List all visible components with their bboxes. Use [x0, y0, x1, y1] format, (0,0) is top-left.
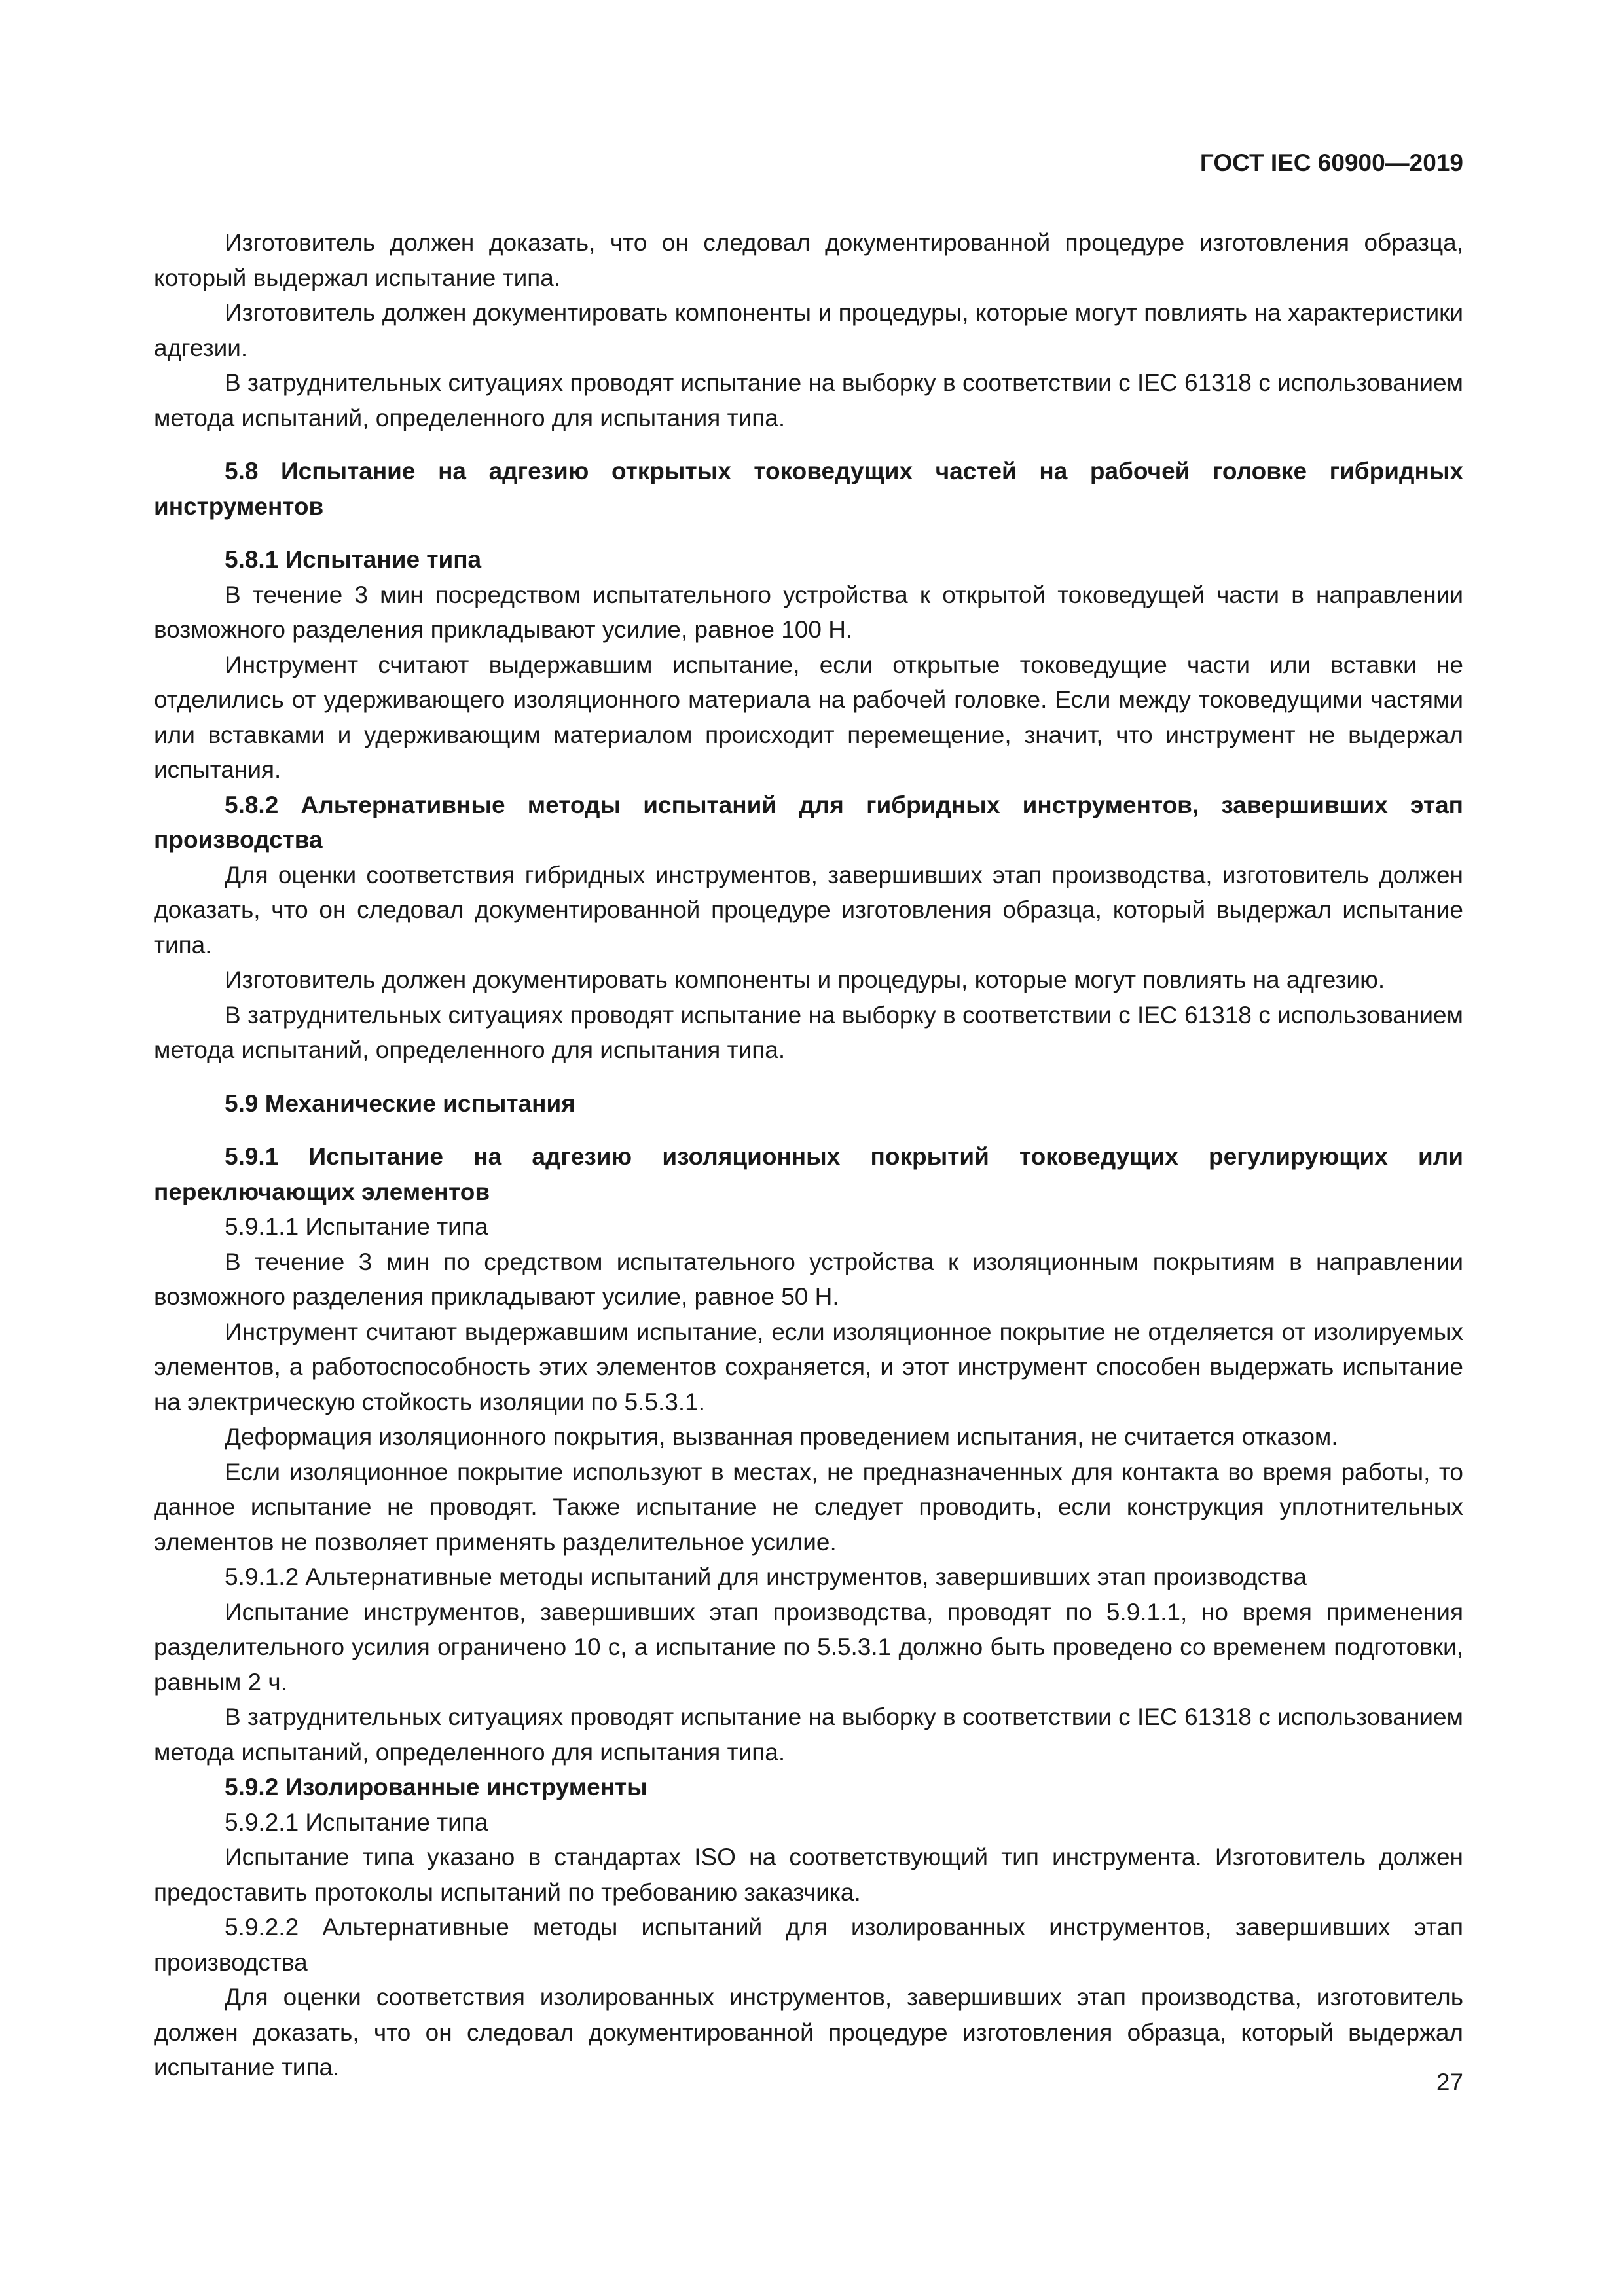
- paragraph: Инструмент считают выдержавшим испытание, если изоляционное покрытие не отделяется от изолируемых элементов, а работоспособность этих элементов сохраняется, и этот инструмент способен выдержать испытание на электрическую стойкость изоляции по 5.5.3.1.: [154, 1318, 1463, 1415]
- clause-heading-5-9-1-2: 5.9.1.2 Альтернативные методы испытаний для инструментов, завершивших этап производства: [225, 1563, 1307, 1590]
- page-number: 27: [1436, 2069, 1463, 2096]
- paragraph: В течение 3 мин по средством испытательного устройства к изоляционным покрытиям в направлении возможного разделения прикладывают усилие, равное 50 Н.: [154, 1248, 1463, 1310]
- clause-heading-5-9-1-1: 5.9.1.1 Испытание типа: [225, 1213, 488, 1240]
- paragraph: Для оценки соответствия изолированных инструментов, завершивших этап производства, изготовитель должен доказать, что он следовал документированной процедуре изготовления образца, который выдержал испытание типа.: [154, 1984, 1463, 2081]
- paragraph: Для оценки соответствия гибридных инструментов, завершивших этап производства, изготовитель должен доказать, что он следовал документированной процедуре изготовления образца, который выдержал испытание типа.: [154, 861, 1463, 958]
- paragraph: В затруднительных ситуациях проводят испытание на выборку в соответствии с IEC 61318 с использованием метода испытаний, определенного для испытания типа.: [154, 1001, 1463, 1063]
- subsection-heading-5-8-2: 5.8.2 Альтернативные методы испытаний для гибридных инструментов, завершивших этап производства: [154, 791, 1463, 853]
- paragraph: Если изоляционное покрытие используют в местах, не предназначенных для контакта во время работы, то данное испытание не проводят. Также испытание не следует проводить, если конструкция уплотнительных элементов не позволяет применять разделительное усилие.: [154, 1458, 1463, 1556]
- paragraph: В затруднительных ситуациях проводят испытание на выборку в соответствии с IEC 61318 с использованием метода испытаний, определенного для испытания типа.: [154, 369, 1463, 431]
- paragraph: Деформация изоляционного покрытия, вызванная проведением испытания, не считается отказом.: [225, 1423, 1338, 1450]
- document-page: [154, 0, 1463, 2296]
- document-body: [154, 225, 1463, 2085]
- paragraph: Изготовитель должен доказать, что он следовал документированной процедуре изготовления образца, который выдержал испытание типа.: [154, 229, 1463, 291]
- subsection-heading-5-9-2: 5.9.2 Изолированные инструменты: [225, 1774, 647, 1800]
- subsection-heading-5-8-1: 5.8.1 Испытание типа: [225, 546, 482, 573]
- paragraph: В затруднительных ситуациях проводят испытание на выборку в соответствии с IEC 61318 с использованием метода испытаний, определенного для испытания типа.: [154, 1704, 1463, 1766]
- paragraph: В течение 3 мин посредством испытательного устройства к открытой токоведущей части в направлении возможного разделения прикладывают усилие, равное 100 Н.: [154, 581, 1463, 643]
- paragraph: Инструмент считают выдержавшим испытание, если открытые токоведущие части или вставки не отделились от удерживающего изоляционного материала на рабочей головке. Если между токоведущими частями или вставками и удерживающим материалом происходит перемещение, значит, что инструмент не выдержал испытания.: [154, 651, 1463, 783]
- standard-designation: ГОСТ IEC 60900—2019: [1199, 149, 1463, 176]
- clause-heading-5-9-2-1: 5.9.2.1 Испытание типа: [225, 1808, 488, 1836]
- clause-heading-5-9-2-2: 5.9.2.2 Альтернативные методы испытаний для изолированных инструментов, завершивших этап производства: [154, 1914, 1463, 1976]
- paragraph: Испытание инструментов, завершивших этап производства, проводят по 5.9.1.1, но время применения разделительного усилия ограничено 10 с, а испытание по 5.5.3.1 должно быть проведено со временем подготовки, равным 2 ч.: [154, 1598, 1463, 1696]
- paragraph: Изготовитель должен документировать компоненты и процедуры, которые могут повлиять на адгезию.: [225, 966, 1385, 993]
- paragraph: Испытание типа указано в стандартах ISO на соответствующий тип инструмента. Изготовитель должен предоставить протоколы испытаний по требованию заказчика.: [154, 1844, 1463, 1906]
- section-heading-5-9: 5.9 Механические испытания: [225, 1089, 575, 1117]
- section-heading-5-8: 5.8 Испытание на адгезию открытых токоведущих частей на рабочей головке гибридных инструментов: [154, 458, 1463, 520]
- subsection-heading-5-9-1: 5.9.1 Испытание на адгезию изоляционных покрытий токоведущих регулирующих или переключающих элементов: [154, 1143, 1463, 1205]
- paragraph: Изготовитель должен документировать компоненты и процедуры, которые могут повлиять на характеристики адгезии.: [154, 299, 1463, 361]
